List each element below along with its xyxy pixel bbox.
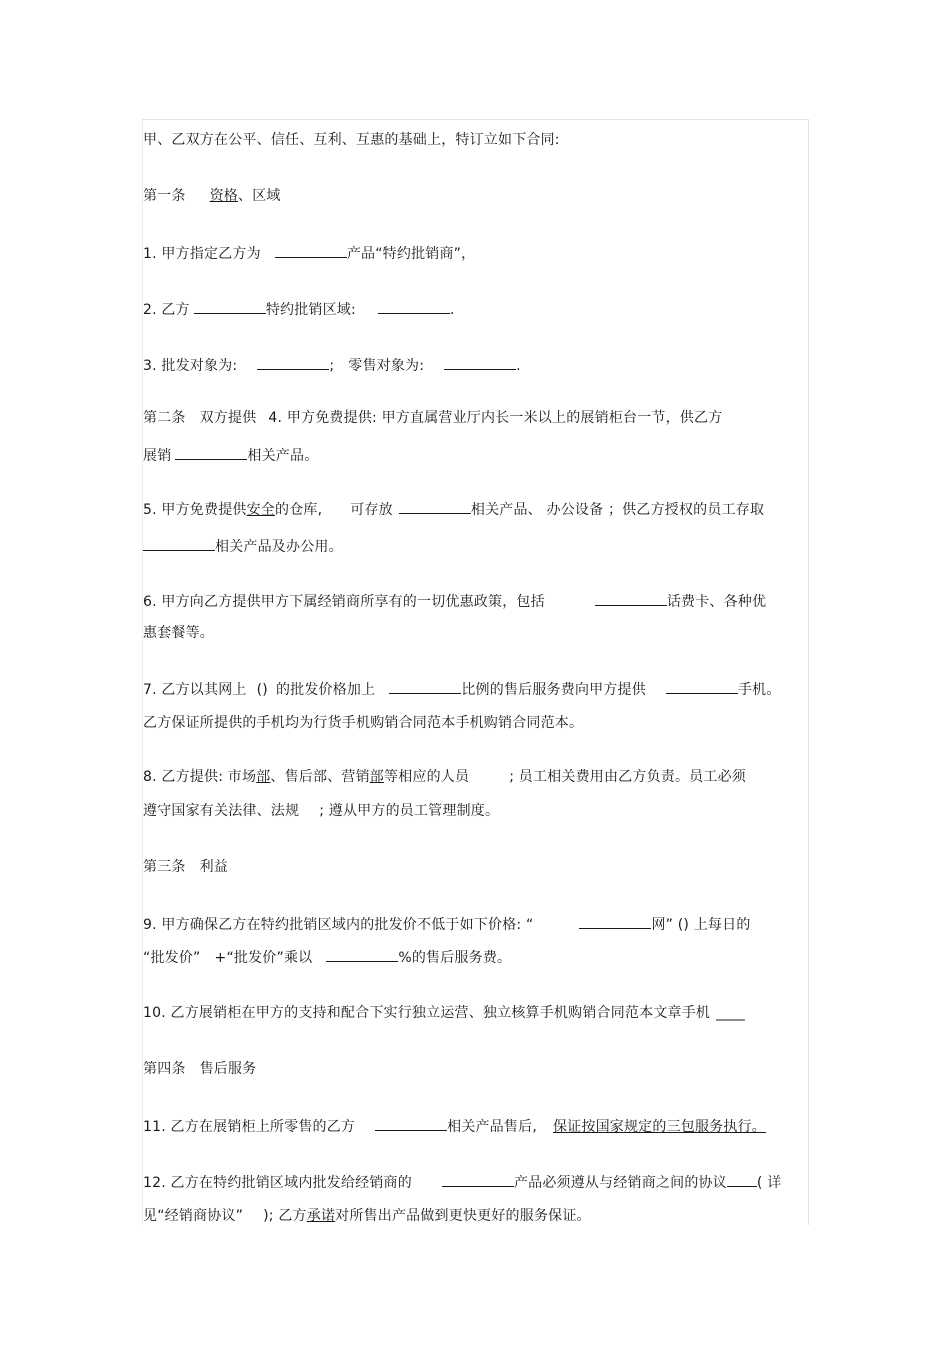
clause-10 (143, 1004, 745, 1022)
article-label: 第一条 (143, 188, 186, 204)
clause-text: 手机。 (737, 682, 781, 698)
clause-text: 对所售出产品做到更快更好的服务保证。 (335, 1208, 591, 1224)
clause-text: 安全 (246, 502, 276, 518)
clause-text: 特约批销区域: (265, 302, 356, 318)
clause-8-line-1 (143, 768, 746, 786)
clause-text: 10. 乙方展销柜在甲方的支持和配合下实行独立运营、独立核算手机购销合同范本文章手机 (143, 1005, 711, 1021)
clause-text: 相关产品。 (247, 448, 319, 464)
clause-text: 相关产品及办公用。 (215, 539, 343, 555)
fill-blank (175, 445, 247, 460)
clause-4-line-1 (143, 409, 722, 427)
clause-text: 2. 乙方 (143, 302, 190, 318)
clause-text: 8. 乙方提供: 市场 (143, 769, 257, 785)
clause-text: ; 遵从甲方的员工管理制度。 (319, 803, 500, 819)
clause-text: 5. 甲方免费提供 (143, 502, 247, 518)
clause-text: “批发价” (143, 950, 201, 966)
clause-9-line-2 (143, 947, 511, 967)
clause-text: 7. 乙方以其网上 (143, 682, 247, 698)
document-page (142, 119, 809, 1225)
clause-text: %的售后服务费。 (398, 950, 512, 966)
clause-text: ; (329, 358, 335, 374)
clause-text: . (449, 302, 455, 318)
clause-text: 的仓库, (275, 502, 323, 518)
article-3-heading (143, 858, 228, 876)
clause-text: +“批发价”乘以 (214, 950, 313, 966)
clause-8-line-2 (143, 802, 499, 820)
fill-blank (257, 355, 329, 370)
clause-text: 遵守国家有关法律、法规 (143, 803, 300, 819)
fill-blank (326, 947, 398, 962)
fill-blank (378, 299, 450, 314)
clause-text: 11. 乙方在展销柜上所零售的乙方 (143, 1119, 356, 1135)
clause-11 (143, 1116, 766, 1136)
clause-4-line-2 (143, 445, 318, 465)
clause-1 (143, 243, 475, 263)
article-title: 利益 (199, 859, 229, 875)
fill-blank (442, 1172, 514, 1187)
fill-blank (444, 355, 516, 370)
clause-text: ____ (716, 1005, 745, 1021)
fill-blank (595, 591, 667, 606)
article-label: 第二条 (143, 410, 186, 426)
article-1-heading (143, 187, 281, 205)
fill-blank (375, 1116, 447, 1131)
clause-text: 可存放 (350, 502, 393, 518)
article-title-part: 、区域 (238, 188, 281, 204)
fill-blank (727, 1172, 757, 1187)
clause-7-line-2: 乙方保证所提供的手机均为行货手机购销合同范本手机购销合同范本。 (143, 715, 584, 731)
clause-text: . (516, 358, 521, 374)
clause-text: 等相应的人员 (384, 769, 470, 785)
clause-text: ); 乙方 (263, 1208, 307, 1224)
clause-text: 产品“特约批销商”， (346, 246, 476, 262)
clause-text: 部 (369, 769, 384, 785)
clause-text: ; 员工相关费用由乙方负责。员工必须 (509, 769, 746, 785)
clause-text: 6. 甲方向乙方提供甲方下属经销商所享有的一切优惠政策，包括 (143, 594, 545, 610)
clause-text: () (256, 682, 268, 698)
article-4-heading (143, 1060, 256, 1078)
clause-6-line-1 (143, 591, 766, 611)
clause-text: 展销 (143, 448, 172, 464)
fill-blank (194, 299, 266, 314)
clause-text: 1. 甲方指定乙方为 (143, 246, 261, 262)
clause-text: 保证按国家规定的三包服务执行。 (552, 1119, 766, 1135)
clause-text: 部 (256, 769, 271, 785)
fill-blank (389, 679, 461, 694)
clause-text: 话费卡、各种优 (666, 594, 767, 610)
clause-text: 见“经销商协议” (143, 1208, 244, 1224)
clause-text: 产品必须遵从与经销商之间的协议 (513, 1175, 727, 1191)
clause-text: 零售对象为: (348, 358, 425, 374)
article-title: 双方提供 (199, 410, 257, 426)
clause-3 (143, 355, 521, 375)
fill-blank (275, 243, 347, 258)
clause-12-line-2 (143, 1207, 591, 1225)
article-title: 售后服务 (199, 1061, 257, 1077)
article-label: 第四条 (143, 1061, 186, 1077)
clause-5-line-1 (143, 499, 764, 519)
clause-text: 承诺 (306, 1208, 336, 1224)
clause-text: 相关产品售后, (447, 1119, 537, 1135)
clause-text: 4. 甲方免费提供: 甲方直属营业厅内长一米以上的展销柜台一节，供乙方 (268, 410, 723, 426)
article-label: 第三条 (143, 859, 186, 875)
clause-9-line-1 (143, 914, 751, 934)
clause-text: 相关产品、 办公设备 ；供乙方授权的员工存取 (470, 502, 765, 518)
fill-blank (666, 679, 738, 694)
clause-text: 、售后部、营销 (270, 769, 370, 785)
clause-5-line-2 (143, 536, 343, 556)
clause-2 (143, 299, 455, 319)
clause-text: 12. 乙方在特约批销区域内批发给经销商的 (143, 1175, 412, 1191)
article-title-part: 资格 (209, 188, 239, 204)
clause-text: 3. 批发对象为: (143, 358, 238, 374)
fill-blank (399, 499, 471, 514)
clause-text: 网” () 上每日的 (651, 917, 751, 933)
clause-text: 比例的售后服务费向甲方提供 (461, 682, 646, 698)
clause-text: 9. 甲方确保乙方在特约批销区域内的批发价不低于如下价格: “ (143, 917, 534, 933)
intro-line: 甲、乙双方在公平、信任、互利、互惠的基础上，特订立如下合同: (143, 132, 560, 148)
clause-12-line-1 (143, 1172, 781, 1192)
fill-blank (143, 536, 215, 551)
clause-7-line-1 (143, 679, 781, 699)
clause-text: ( 详 (756, 1175, 782, 1191)
clause-text: 的批发价格加上 (275, 682, 376, 698)
clause-6-line-2: 惠套餐等。 (143, 625, 214, 641)
fill-blank (579, 914, 651, 929)
